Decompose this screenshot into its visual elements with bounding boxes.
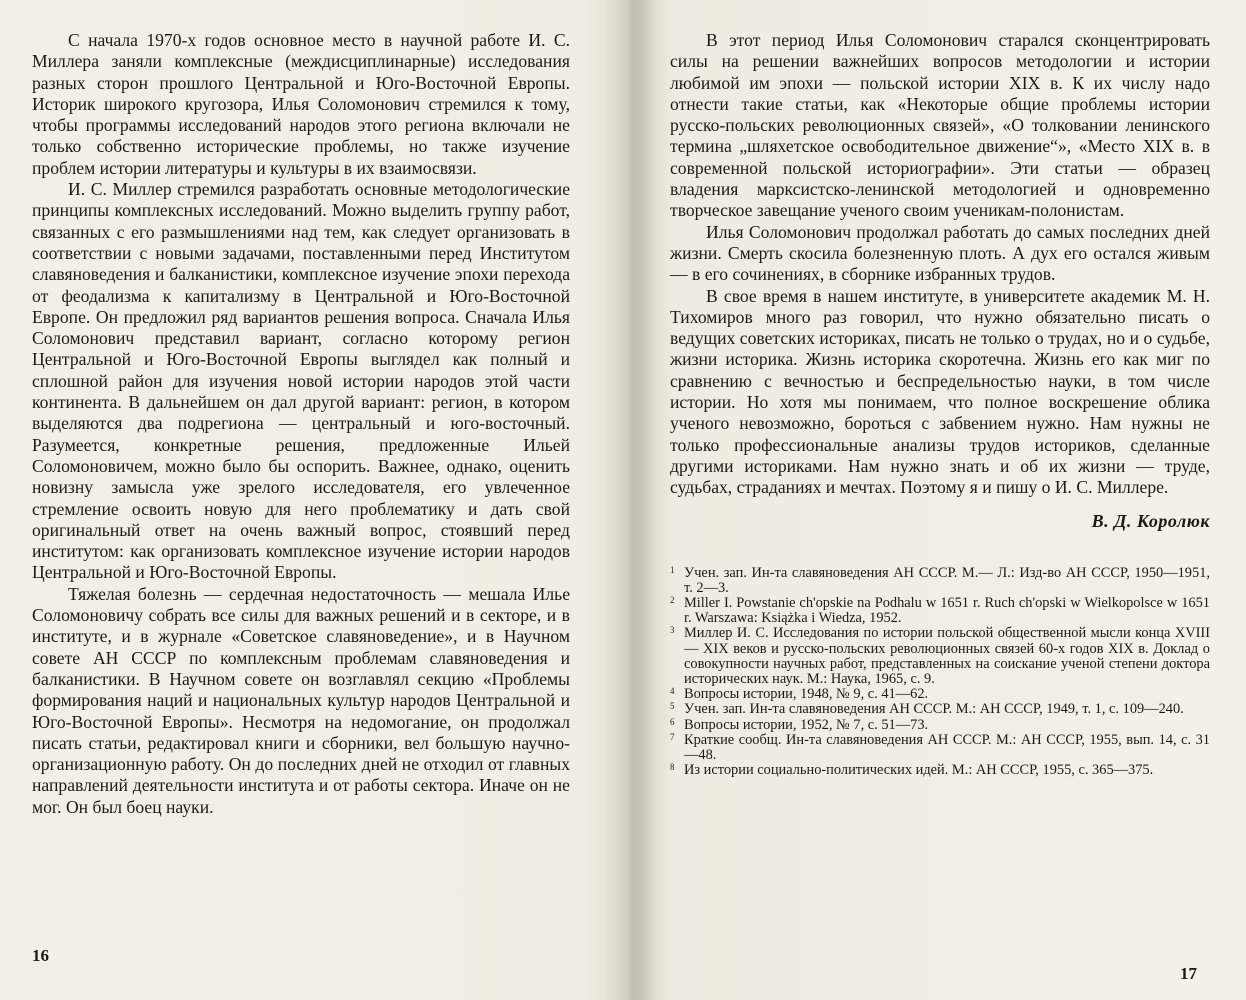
footnote-4 [670, 687, 1210, 702]
author-signature: В. Д. Королюк [1091, 510, 1210, 531]
right-body-text [670, 30, 1210, 499]
footnote-number: 3 [670, 625, 675, 636]
footnote-text: Учен. зап. Ин-та славяноведения АН СССР. М.— Л.: Изд-во АН СССР, 1950—1951, т. 2—3. [684, 564, 1210, 596]
footnote-2 [670, 596, 1210, 626]
right-paragraph-1: В этот период Илья Соломонович старался сконцентрировать силы на решении важнейших вопросов методологии и истории любимой им эпохи — польской истории XIX в. К их числу надо отнести такие статьи, как «Некоторые общие проблемы истории русско-польских революционных связей», «О толковании ленинского термина „шляхетское освободительное движение“», «Место XIX в. в современной польской историографии». Эти статьи — образец владения марксистско-ленинской методологией и одновременно творческое завещание ученого своим ученикам-полонистам. [670, 30, 1210, 221]
left-page [32, 30, 570, 818]
right-page [670, 30, 1210, 778]
footnote-1 [670, 566, 1210, 596]
footnote-number: 1 [670, 564, 675, 575]
page-number-right: 17 [1180, 964, 1197, 983]
footnote-6 [670, 718, 1210, 733]
footnote-number: 6 [670, 716, 675, 727]
footnotes [670, 566, 1210, 779]
footnote-text: Вопросы истории, 1952, № 7, с. 51—73. [684, 716, 929, 733]
footnote-text: Миллер И. С. Исследования по истории польской общественной мысли конца XVIII — XIX веков и русско-польских революционных связей 60-х годов XIX в. Доклад о совокупности научных работ, представленных на соискание ученой степени доктора исторических наук. М.: Наука, 1965, с. 9. [684, 625, 1210, 687]
page-number-left: 16 [32, 946, 49, 965]
right-paragraph-3: В свое время в нашем институте, в университете академик М. Н. Тихомиров много раз говорил, что нужно обязательно писать о ведущих советских историках, писать не только о трудах, но и о судьбе, жизни историка. Жизнь историка скоротечна. Жизнь его как миг по сравнению с вечностью и беспредельностью науки, в том числе истории. Но хотя мы понимаем, что полное воскрешение облика ученого невозможно, бороться с забвением нужно. Нам нужны не только профессиональные анализы трудов историков, сделанные другими историками. Нам нужно знать и об их жизни — труде, судьбах, страданиях и мечтах. Поэтому я и пишу о И. С. Миллере. [670, 285, 1210, 498]
left-paragraph-1: С начала 1970-х годов основное место в научной работе И. С. Миллера заняли комплексные (междисциплинарные) исследования разных сторон прошлого Центральной и Юго-Восточной Европы. Историк широкого кругозора, Илья Соломонович стремился к тому, чтобы программы исследований народов этого региона включали не только собственно исторические проблемы, но также изучение проблем истории литературы и культуры в их взаимосвязи. [32, 30, 570, 178]
left-paragraph-3: Тяжелая болезнь — сердечная недостаточность — мешала Илье Соломоновичу собрать все силы для важных решений и в секторе, и в институте, и в журнале «Советское славяноведение», и в Научном совете АН СССР по комплексным проблемам славяноведения и балканистики. В Научном совете он возглавлял секцию «Проблемы формирования наций и национальных культур народов Центральной и Юго-Восточной Европы». Несмотря на недомогание, он продолжал писать статьи, редактировал книги и сборники, вел большую научно-организационную работу. Он до последних дней не отходил от главных направлений деятельности института и от работы сектора. Иначе он не мог. Он был боец науки. [32, 583, 570, 817]
footnote-3 [670, 626, 1210, 687]
book-gutter-shadow [605, 0, 655, 1000]
footnote-text: Краткие сообщ. Ин-та славяноведения АН СССР. М.: АН СССР, 1955, вып. 14, с. 31—48. [684, 731, 1210, 763]
footnote-number: 7 [670, 731, 675, 742]
footnote-5 [670, 702, 1210, 717]
footnote-text: Miller I. Powstanie ch'opskie na Podhalu w 1651 r. Ruch ch'opski w Wielkopolsce w 1651 r. Warszawa: Książka i Wiedza, 1952. [684, 594, 1210, 627]
footnote-number: 5 [670, 701, 675, 712]
footnote-number: 2 [670, 594, 675, 605]
footnote-8 [670, 763, 1210, 778]
right-paragraph-2: Илья Соломонович продолжал работать до самых последних дней жизни. Смерть скосила болезненную плоть. А дух его остался живым — в его сочинениях, в сборнике избранных трудов. [670, 221, 1210, 285]
footnote-text: Учен. зап. Ин-та славяноведения АН СССР. М.: АН СССР, 1949, т. 1, с. 109—240. [684, 701, 1184, 718]
footnote-number: 4 [670, 686, 675, 697]
footnote-7 [670, 733, 1210, 763]
footnote-text: Из истории социально-политических идей. М.: АН СССР, 1955, с. 365—375. [684, 762, 1154, 779]
footnote-number: 8 [670, 762, 675, 773]
left-paragraph-2: И. С. Миллер стремился разработать основные методологические принципы комплексных исследований. Можно выделить группу работ, связанных с его размышлениями над тем, как следует организовать в соответствии с новыми задачами, поставленными перед Институтом славяноведения и балканистики, комплексное изучение эпохи перехода от феодализма к капитализму в Центральной и Юго-Восточной Европе. Он предложил ряд вариантов решения вопроса. Сначала Илья Соломонович представил вариант, согласно которому регион Центральной и Юго-Восточной Европы выглядел как полный и сплошной район для изучения новой истории народов этой части континента. В дальнейшем он дал другой вариант: регион, в котором выделяются два подрегиона — центральный и юго-восточный. Разумеется, конкретные решения, предложенные Ильей Соломоновичем, можно было бы оспорить. Важнее, однако, оценить новизну замысла уже зрелого исследователя, его увлеченное стремление освоить новую для него проблематику и дать свой оригинальный ответ на очень важный вопрос, стоявший перед институтом: как организовать комплексное изучение истории народов Центральной и Юго-Восточной Европы. [32, 179, 570, 583]
footnote-text: Вопросы истории, 1948, № 9, с. 41—62. [684, 686, 929, 703]
